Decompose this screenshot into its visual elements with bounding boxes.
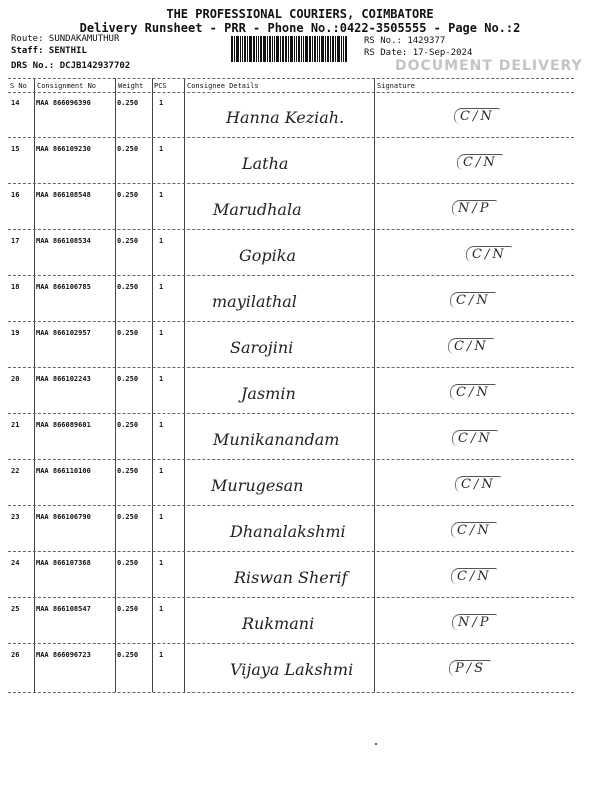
cell-sno: 25 xyxy=(11,605,20,613)
cell-weight: 0.250 xyxy=(117,99,139,107)
col-header-weight: Weight xyxy=(118,82,144,90)
stray-mark xyxy=(375,743,377,745)
cell-consignment-no: MAA 866109230 xyxy=(36,145,91,153)
cell-pcs: 1 xyxy=(159,559,164,567)
cell-consignment-no: MAA 866108548 xyxy=(36,191,91,199)
company-name: THE PROFESSIONAL COURIERS, COIMBATORE xyxy=(166,7,434,21)
consignee-name: Marudhala xyxy=(213,200,302,219)
consignee-name: Gopika xyxy=(239,246,297,265)
signature-mark: C/N xyxy=(457,154,503,170)
consignee-name: Dhanalakshmi xyxy=(230,522,346,541)
cell-consignment-no: MAA 866108534 xyxy=(36,237,91,245)
consignee-name: mayilathal xyxy=(212,292,297,311)
cell-pcs: 1 xyxy=(159,605,164,613)
cell-pcs: 1 xyxy=(159,237,164,245)
table-row xyxy=(8,276,574,322)
cell-sno: 17 xyxy=(11,237,20,245)
cell-weight: 0.250 xyxy=(117,375,139,383)
signature-mark: C/N xyxy=(451,568,497,584)
table-row xyxy=(8,460,574,506)
cell-sno: 19 xyxy=(11,329,20,337)
cell-pcs: 1 xyxy=(159,513,164,521)
consignee-name: Murugesan xyxy=(211,476,304,495)
cell-pcs: 1 xyxy=(159,145,164,153)
table-row xyxy=(8,414,574,460)
cell-weight: 0.250 xyxy=(117,467,139,475)
document-delivery-stamp: DOCUMENT DELIVERY xyxy=(395,58,583,74)
consignee-name: Jasmin xyxy=(241,384,296,403)
table-row xyxy=(8,92,574,138)
cell-pcs: 1 xyxy=(159,375,164,383)
cell-weight: 0.250 xyxy=(117,237,139,245)
col-header-consignment: Consignment No xyxy=(37,82,97,90)
cell-sno: 24 xyxy=(11,559,20,567)
runsheet-table xyxy=(8,78,574,692)
signature-mark: C/N xyxy=(448,338,494,354)
consignee-name: Latha xyxy=(242,154,289,173)
table-row xyxy=(8,138,574,184)
cell-sno: 23 xyxy=(11,513,20,521)
table-row xyxy=(8,230,574,276)
consignee-name: Riswan Sherif xyxy=(234,568,348,587)
cell-consignment-no: MAA 866106790 xyxy=(36,513,91,521)
col-header-signature: Signature xyxy=(377,82,415,90)
cell-consignment-no: MAA 866089601 xyxy=(36,421,91,429)
cell-pcs: 1 xyxy=(159,329,164,337)
drs-number: DRS No.: DCJB142937702 xyxy=(11,61,131,71)
consignee-name: Hanna Keziah. xyxy=(226,108,345,127)
cell-weight: 0.250 xyxy=(117,605,139,613)
cell-consignment-no: MAA 866096723 xyxy=(36,651,91,659)
cell-consignment-no: MAA 866107368 xyxy=(36,559,91,567)
table-row xyxy=(8,644,574,690)
cell-sno: 22 xyxy=(11,467,20,475)
cell-consignment-no: MAA 866102957 xyxy=(36,329,91,337)
table-row xyxy=(8,598,574,644)
signature-mark: C/N xyxy=(451,522,497,538)
rs-number: RS No.: 1429377 xyxy=(364,36,446,46)
cell-weight: 0.250 xyxy=(117,145,139,153)
consignee-name: Sarojini xyxy=(230,338,294,357)
cell-pcs: 1 xyxy=(159,99,164,107)
signature-mark: C/N xyxy=(450,292,496,308)
cell-sno: 20 xyxy=(11,375,20,383)
cell-consignment-no: MAA 866106785 xyxy=(36,283,91,291)
cell-sno: 26 xyxy=(11,651,20,659)
cell-weight: 0.250 xyxy=(117,329,139,337)
table-row xyxy=(8,552,574,598)
cell-consignment-no: MAA 866102243 xyxy=(36,375,91,383)
signature-mark: C/N xyxy=(454,108,500,124)
signature-mark: C/N xyxy=(466,246,512,262)
signature-mark: C/N xyxy=(452,430,498,446)
cell-weight: 0.250 xyxy=(117,559,139,567)
signature-mark: N/P xyxy=(452,614,497,630)
cell-pcs: 1 xyxy=(159,191,164,199)
cell-weight: 0.250 xyxy=(117,651,139,659)
consignee-name: Vijaya Lakshmi xyxy=(230,660,354,679)
table-row xyxy=(8,184,574,230)
signature-mark: N/P xyxy=(452,200,497,216)
cell-pcs: 1 xyxy=(159,467,164,475)
barcode xyxy=(231,36,357,62)
cell-sno: 16 xyxy=(11,191,20,199)
table-row xyxy=(8,322,574,368)
cell-sno: 15 xyxy=(11,145,20,153)
route-label: Route: SUNDAKAMUTHUR xyxy=(11,34,120,44)
consignee-name: Rukmani xyxy=(242,614,315,633)
staff-label: Staff: SENTHIL xyxy=(11,46,87,56)
col-header-sno: S No xyxy=(10,82,27,90)
col-header-pcs: PCS xyxy=(154,82,167,90)
runsheet-title: Delivery Runsheet - PRR - Phone No.:0422-3505555 - Page No.:2 xyxy=(79,21,521,35)
cell-consignment-no: MAA 866108547 xyxy=(36,605,91,613)
cell-pcs: 1 xyxy=(159,421,164,429)
signature-mark: C/N xyxy=(450,384,496,400)
signature-mark: C/N xyxy=(455,476,501,492)
cell-pcs: 1 xyxy=(159,283,164,291)
signature-mark: P/S xyxy=(449,660,491,676)
cell-weight: 0.250 xyxy=(117,513,139,521)
table-row xyxy=(8,506,574,552)
cell-sno: 21 xyxy=(11,421,20,429)
consignee-name: Munikanandam xyxy=(213,430,340,449)
cell-weight: 0.250 xyxy=(117,283,139,291)
cell-pcs: 1 xyxy=(159,651,164,659)
table-row xyxy=(8,368,574,414)
col-header-consignee: Consignee Details xyxy=(187,82,259,90)
cell-sno: 14 xyxy=(11,99,20,107)
cell-weight: 0.250 xyxy=(117,421,139,429)
cell-consignment-no: MAA 866096390 xyxy=(36,99,91,107)
rs-date: RS Date: 17-Sep-2024 xyxy=(364,48,473,58)
cell-consignment-no: MAA 866110100 xyxy=(36,467,91,475)
cell-sno: 18 xyxy=(11,283,20,291)
cell-weight: 0.250 xyxy=(117,191,139,199)
